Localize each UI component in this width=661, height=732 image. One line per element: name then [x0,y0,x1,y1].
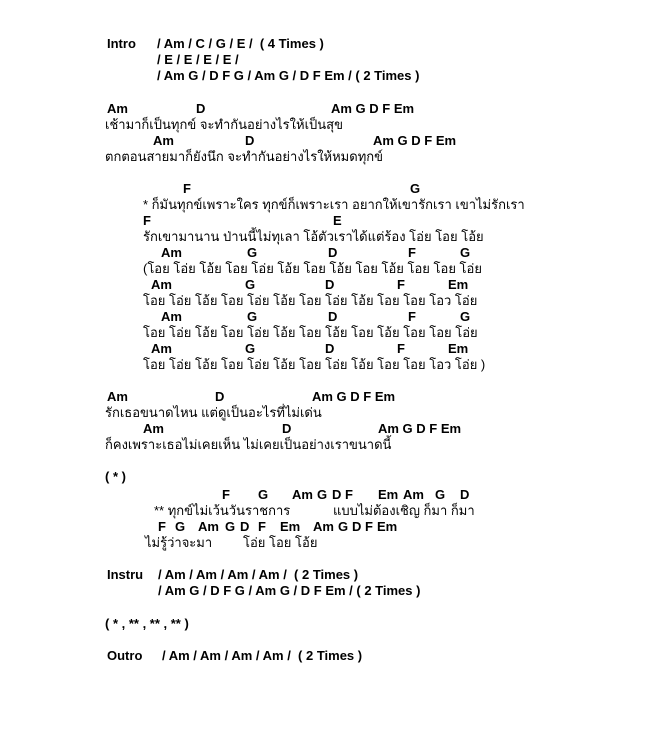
section-label-instru: Instru [107,567,144,582]
chord-sequence: / E / E / E / E / [157,52,239,67]
bridge-chords-1 [0,487,661,503]
chord-sequence: Am G D F Em [331,101,415,116]
chord: D [282,421,292,436]
oi-chords-3 [0,309,661,325]
verse2-lyric-1 [0,405,661,421]
verse1-lyric-1 [0,117,661,133]
verse2-chords-1 [0,389,661,405]
chord: G [247,309,258,324]
repeat-all-marker [0,616,661,632]
chord: Em [448,341,469,356]
chord: E [333,213,342,228]
section-label-outro: Outro [107,648,143,663]
verse1-chords-2 [0,133,661,149]
chord: D [215,389,225,404]
chord: G [245,277,256,292]
chord-sequence: / Am / Am / Am / Am / ( 2 Times ) [162,648,363,663]
oi-lyric-4 [0,357,661,373]
chord: G [245,341,256,356]
verse2-lyric-2 [0,437,661,453]
chord: G [460,309,471,324]
section-label-intro: Intro [107,36,136,51]
chord: F [222,487,230,502]
chord: D [332,487,342,502]
bridge-chords-2 [0,519,661,535]
chord: D [460,487,470,502]
verse1-chords-1 [0,101,661,117]
chord: Am [151,277,172,292]
lyric-text: รักเธอขนาดไหน แต่ดูเป็นอะไรที่ไม่เด่น [105,405,322,420]
chord: F [258,519,266,534]
bridge-lyric-2 [0,535,661,551]
chord: Em [378,487,399,502]
lyric-text: โอ่ย โอย โอ้ย [243,535,318,550]
chorus-lyric-2 [0,229,661,245]
intro-line-1 [0,36,661,52]
chord: D [328,309,338,324]
chord: Am [143,421,164,436]
lyric-text: โอย โอ่ย โอ้ย โอย โอ่ย โอ้ย โอย โอ้ย โอย โอ้ย โอย โอย โอ่ย [143,325,478,340]
chord: F [397,341,405,356]
chord-sequence: / Am / Am / Am / Am / ( 2 Times ) [158,567,359,582]
chord: D [245,133,255,148]
oi-lyric-1 [0,261,661,277]
lyric-text: โอย โอ่ย โอ้ย โอย โอ่ย โอ้ย โอย โอ่ย โอ้ย โอย โอย โอว โอ่ย [143,293,478,308]
oi-chords-1 [0,245,661,261]
repeat-chorus-marker [0,469,661,485]
lyric-text: ไม่รู้ว่าจะมา [145,535,213,550]
chord: G [247,245,258,260]
chord: G [258,487,269,502]
chord: G [338,519,349,534]
oi-lyric-3 [0,325,661,341]
chord: Am [153,133,174,148]
repeat-marker: ( * , ** , ** , ** ) [105,616,189,631]
chord: Am [198,519,219,534]
chord: G [460,245,471,260]
lyric-text: โอย โอ่ย โอ้ย โอย โอ่ย โอ้ย โอย โอ่ย โอ้ย โอย โอย โอว โอ่ย ) [143,357,486,372]
chord: Am [151,341,172,356]
chord-sequence: / Am G / D F G / Am G / D F Em / ( 2 Times ) [157,68,420,83]
chord: D [325,277,335,292]
chord: F [408,245,416,260]
oi-lyric-2 [0,293,661,309]
chord: Am [313,519,334,534]
chorus-chords-2 [0,213,661,229]
chord: D [196,101,206,116]
intro-line-3 [0,68,661,84]
chord: Am [107,101,128,116]
chorus-chords-1 [0,181,661,197]
chord: F [408,309,416,324]
chord: F [158,519,166,534]
chord: Am [161,245,182,260]
lyric-text: ก็คงเพราะเธอไม่เคยเห็น ไม่เคยเป็นอย่างเราขนาดนี้ [105,437,392,452]
chord: F [143,213,151,228]
chord-sequence: Am G D F Em [312,389,396,404]
lyric-text: เช้ามาก็เป็นทุกข์ จะทำกันอย่างไรให้เป็นสุข [105,117,343,132]
intro-line-2 [0,52,661,68]
chord: F [183,181,191,196]
chorus-lyric-1 [0,197,661,213]
lyric-text: ** ทุกข์ไม่เว้นวันราชการ [154,503,291,518]
chord: Am [107,389,128,404]
chord: Am [403,487,424,502]
chord-sequence: / Am / C / G / E / ( 4 Times ) [157,36,324,51]
lyric-text: * ก็มันทุกข์เพราะใคร ทุกข์ก็เพราะเรา อยากให้เขารักเรา เขาไม่รักเรา [143,197,525,212]
chord-sequence: Am G D F Em [378,421,462,436]
chord: G [435,487,446,502]
lyric-text: แบบไม่ต้องเชิญ ก็มา ก็มา [333,503,475,518]
outro-line-1 [0,648,661,664]
lyric-text: (โอย โอ่ย โอ้ย โอย โอ่ย โอ้ย โอย โอ้ย โอย โอ้ย โอย โอย โอ่ย [143,261,482,276]
chord: Em [377,519,398,534]
instru-line-1 [0,567,661,583]
lyric-text: ตกตอนสายมาก็ยังนึก จะทำกันอย่างไรให้หมดทุกข์ [105,149,384,164]
oi-chords-2 [0,277,661,293]
repeat-marker: ( * ) [105,469,126,484]
instru-line-2 [0,583,661,599]
chord: Em [448,277,469,292]
chord: Em [280,519,301,534]
chord: G [225,519,236,534]
chord: F [365,519,373,534]
chord: D [325,341,335,356]
chord: D [328,245,338,260]
lyric-text: รักเขามานาน ป่านนี้ไม่ทุเลา โอ้ตัวเราได้แต่ร้อง โอ่ย โอย โอ้ย [143,229,484,244]
verse1-lyric-2 [0,149,661,165]
oi-chords-4 [0,341,661,357]
chord-sequence: Am G D F Em [373,133,457,148]
chord: D [240,519,250,534]
chord: G [410,181,421,196]
verse2-chords-2 [0,421,661,437]
chord: G [317,487,328,502]
chord: Am [292,487,313,502]
chord-sequence: / Am G / D F G / Am G / D F Em / ( 2 Times ) [158,583,421,598]
chord: G [175,519,186,534]
chord: Am [161,309,182,324]
chord: D [352,519,362,534]
bridge-lyric-1 [0,503,661,519]
chord: F [397,277,405,292]
chord: F [345,487,353,502]
